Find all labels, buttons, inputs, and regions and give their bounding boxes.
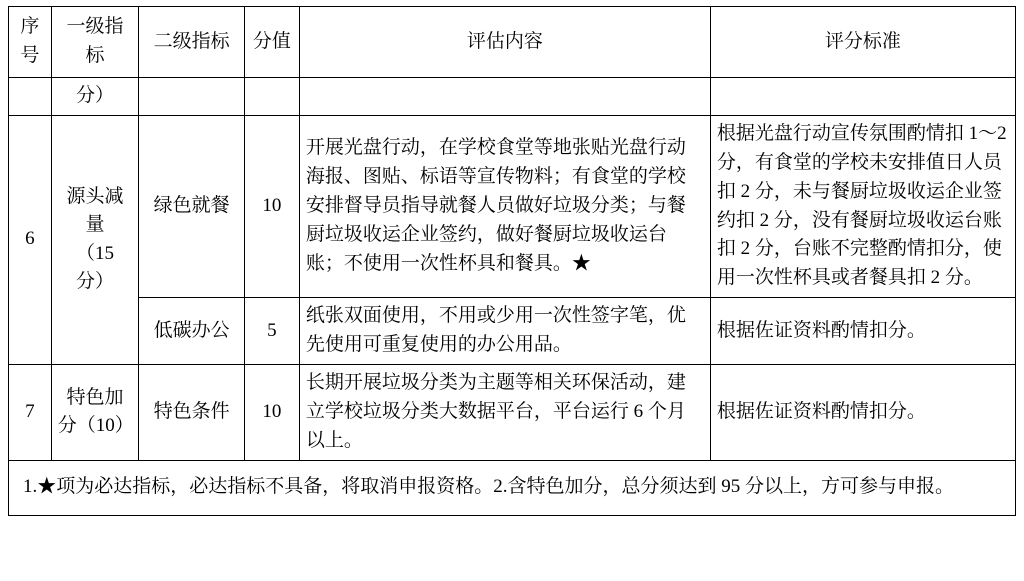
column-header-seq: 序号 bbox=[9, 7, 52, 78]
cell-indicator2: 特色条件 bbox=[139, 364, 245, 460]
table-footnote: 1.★项为必达指标，必达指标不具备，将取消申报资格。2.含特色加分，总分须达到 95 分以上，方可参与申报。 bbox=[8, 461, 1016, 517]
cell-indicator1-partial: 分） bbox=[51, 78, 138, 116]
column-header-content: 评估内容 bbox=[299, 7, 710, 78]
cell-content: 长期开展垃圾分类为主题等相关环保活动，建立学校垃圾分类大数据平台，平台运行 6 个月以上。 bbox=[299, 364, 710, 460]
evaluation-table bbox=[8, 6, 1016, 461]
cell-indicator2: 绿色就餐 bbox=[139, 115, 245, 297]
cell-seq: 6 bbox=[9, 115, 52, 364]
cell-content-partial bbox=[299, 78, 710, 116]
cell-seq: 7 bbox=[9, 364, 52, 460]
cell-indicator2: 低碳办公 bbox=[139, 298, 245, 365]
cell-content: 开展光盘行动，在学校食堂等地张贴光盘行动海报、图贴、标语等宣传物料；有食堂的学校安排督导员指导就餐人员做好垃圾分类；与餐厨垃圾收运企业签约，做好餐厨垃圾收运台账；不使用一次性杯具和餐具。★ bbox=[299, 115, 710, 297]
cell-seq-partial bbox=[9, 78, 52, 116]
cell-indicator1-line: 分） bbox=[75, 271, 114, 293]
cell-indicator1-line: 特色加 bbox=[66, 386, 124, 408]
cell-score-partial bbox=[244, 78, 299, 116]
cell-indicator1-line: 源头减 bbox=[66, 185, 124, 207]
cell-indicator1 bbox=[51, 364, 138, 460]
cell-criteria-partial bbox=[710, 78, 1015, 116]
cell-criteria: 根据佐证资料酌情扣分。 bbox=[710, 364, 1015, 460]
table-header bbox=[9, 7, 1016, 78]
column-header-score: 分值 bbox=[244, 7, 299, 78]
cell-indicator1 bbox=[51, 115, 138, 364]
cell-indicator1-line: 量 bbox=[85, 214, 105, 236]
cell-score: 5 bbox=[244, 298, 299, 365]
column-header-indicator2: 二级指标 bbox=[139, 7, 245, 78]
cell-criteria: 根据光盘行动宣传氛围酌情扣 1～2 分，有食堂的学校未安排值日人员扣 2 分，未与餐厨垃圾收运企业签约扣 2 分，没有餐厨垃圾收运台账扣 2 分，台账不完整酌情扣分，使用一次性杯具或者餐具扣 2 分。 bbox=[710, 115, 1015, 297]
cell-indicator1-line: 分（10） bbox=[57, 415, 134, 437]
column-header-criteria: 评分标准 bbox=[710, 7, 1015, 78]
cell-criteria: 根据佐证资料酌情扣分。 bbox=[710, 298, 1015, 365]
cell-score: 10 bbox=[244, 115, 299, 297]
column-header-indicator1: 一级指标 bbox=[51, 7, 138, 78]
cell-indicator1-line: （15 bbox=[75, 242, 114, 264]
cell-content: 纸张双面使用，不用或少用一次性签字笔，优先使用可重复使用的办公用品。 bbox=[299, 298, 710, 365]
cell-score: 10 bbox=[244, 364, 299, 460]
table-row bbox=[9, 298, 1016, 365]
table-header-row bbox=[9, 7, 1016, 78]
cell-indicator2-partial bbox=[139, 78, 245, 116]
table-row-partial-top bbox=[9, 78, 1016, 116]
table-body bbox=[9, 78, 1016, 461]
table-row bbox=[9, 115, 1016, 297]
table-row bbox=[9, 364, 1016, 460]
